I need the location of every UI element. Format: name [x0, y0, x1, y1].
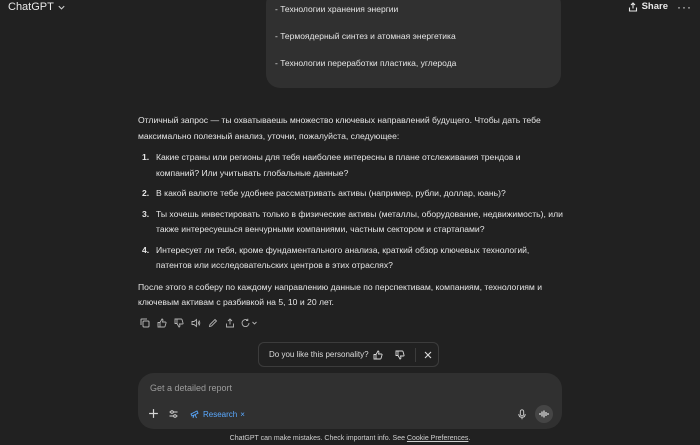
user-message-line: - Технологии хранения энергии [275, 4, 399, 14]
share-label: Share [641, 1, 668, 12]
share-message-button[interactable] [224, 317, 235, 328]
telescope-icon [190, 409, 200, 419]
thumbs-down-icon [174, 318, 184, 328]
share-icon [628, 2, 638, 12]
research-label: Research [203, 409, 238, 419]
copy-icon [140, 318, 150, 328]
thumbs-up-icon [157, 318, 167, 328]
disclaimer-text: ChatGPT can make mistakes. Check important info. See [229, 435, 407, 442]
list-item-number: 4. [142, 244, 150, 255]
list-item-number: 2. [142, 188, 150, 198]
refresh-icon [241, 318, 259, 328]
cookie-preferences-link[interactable]: Cookie Preferences [406, 435, 469, 442]
waveform-icon [539, 410, 549, 418]
app-title: ChatGPT [8, 1, 54, 13]
research-remove-button[interactable]: × [240, 409, 245, 419]
share-button[interactable] [628, 1, 668, 12]
message-actions [139, 317, 259, 328]
regenerate-button[interactable] [241, 317, 259, 328]
personality-feedback [258, 342, 439, 367]
read-aloud-button[interactable] [190, 317, 201, 328]
assistant-message [138, 113, 563, 311]
tools-icon[interactable] [168, 409, 179, 419]
copy-button[interactable] [139, 317, 150, 328]
feedback-question: Do you like this personality? [269, 350, 369, 359]
speaker-icon [191, 318, 201, 328]
list-item [138, 150, 563, 181]
more-options-button[interactable]: ··· [677, 0, 692, 14]
user-message-bubble [266, 0, 561, 88]
user-message-line: - Термоядерный синтез и атомная энергетика [275, 31, 456, 41]
composer-input[interactable]: Get a detailed report [150, 383, 233, 393]
assistant-outro: После этого я соберу по каждому направлению данные по перспективам, компаниям, технологиям и ключевым активам с разбивкой на 5, 10 и 20 лет. [138, 281, 543, 307]
question-list [138, 150, 563, 274]
list-item-number: 1. [142, 152, 150, 162]
thumbs-up-icon[interactable] [373, 350, 383, 360]
list-item-number: 3. [142, 208, 150, 219]
model-selector[interactable] [8, 1, 66, 13]
close-icon[interactable] [423, 350, 433, 360]
plus-icon[interactable] [148, 408, 159, 419]
thumbs-up-button[interactable] [156, 317, 167, 328]
message-composer[interactable] [138, 373, 562, 429]
user-message-line: - Технологии переработки пластика, углерода [275, 58, 457, 68]
list-item-text: В какой валюте тебе удобнее рассматривать активы (например, рубли, доллар, юань)? [156, 188, 506, 198]
edit-button[interactable] [207, 317, 218, 328]
list-item-text: Какие страны или регионы для тебя наиболее интересны в плане отслеживания трендов и компаний? Или учитывать глобальные данные? [156, 152, 521, 178]
thumbs-down-icon[interactable] [395, 350, 405, 360]
thumbs-down-button[interactable] [173, 317, 184, 328]
upload-icon [225, 318, 235, 328]
assistant-intro: Отличный запрос — ты охватываешь множество ключевых направлений будущего. Чтобы дать тебе максимально полезный анализ, уточни, пожалуйста, следующее: [138, 115, 541, 141]
microphone-icon[interactable] [517, 409, 527, 420]
pencil-icon [208, 318, 218, 328]
list-item [138, 243, 563, 274]
list-item-text: Интересует ли тебя, кроме фундаментального анализа, краткий обзор ключевых технологий, патентов или исследовательских центров в этих отраслях? [156, 244, 530, 270]
voice-mode-button[interactable] [535, 405, 553, 423]
list-item [138, 186, 563, 202]
disclaimer-end: . [468, 435, 471, 442]
disclaimer [0, 435, 700, 442]
feedback-divider [415, 348, 416, 362]
chevron-down-icon [57, 3, 66, 12]
research-chip[interactable] [190, 409, 245, 419]
list-item [138, 207, 563, 238]
list-item-text: Ты хочешь инвестировать только в физические активы (металлы, оборудование, недвижимость), или также интересуешься венчурными компаниями, частным сектором и стартапами? [156, 208, 563, 234]
